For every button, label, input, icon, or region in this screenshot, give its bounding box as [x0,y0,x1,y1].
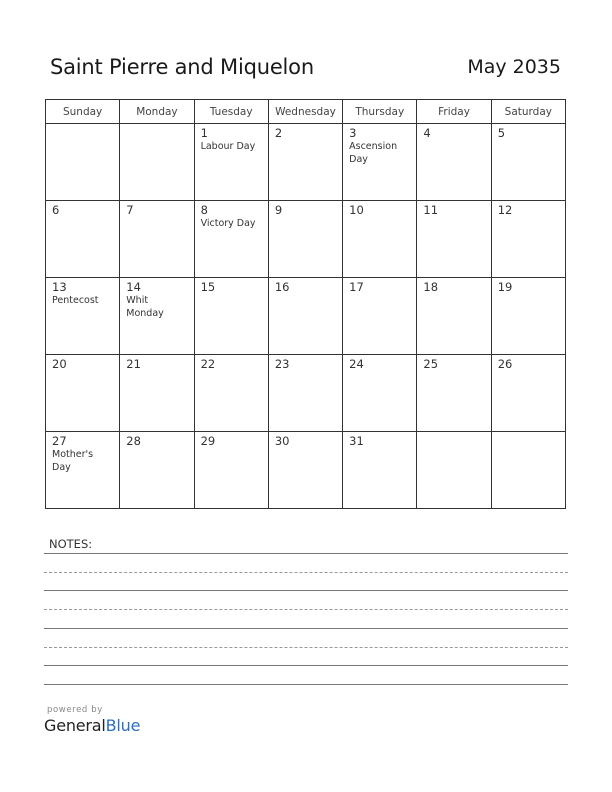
calendar-grid [45,99,566,509]
day-number: 25 [423,357,439,371]
day-number: 8 [200,203,208,217]
day-cell [194,201,268,278]
day-cell [491,124,565,201]
day-number: 16 [274,280,290,294]
calendar-month: May 2035 [467,56,561,78]
notes-line [44,665,568,666]
day-number: 24 [349,357,364,371]
notes-line [44,628,568,629]
powered-by-text: powered by [47,705,103,715]
day-cell [120,355,194,432]
day-number: 23 [274,357,290,371]
weekday-header: Sunday [46,100,120,124]
notes-line [44,609,568,610]
day-cell [268,201,342,278]
week-row [46,201,566,278]
holiday-label: Victory Day [200,218,256,229]
weekday-header: Monday [120,100,194,124]
notes-line [44,553,568,554]
day-number: 14 [126,280,141,294]
day-number: 26 [497,357,513,371]
weekday-header: Friday [417,100,491,124]
day-cell [417,432,491,509]
day-number: 18 [423,280,439,294]
day-number: 13 [52,280,67,294]
notes-line [44,572,568,573]
day-number: 28 [126,434,141,448]
notes-line [44,590,568,591]
notes-line [44,647,568,648]
day-number: 11 [423,203,439,217]
day-number: 4 [423,126,431,140]
day-cell [417,201,491,278]
day-cell [343,124,417,201]
weekday-header-row [46,100,566,124]
day-number: 29 [200,434,216,448]
holiday-label: Mother's Day [52,449,94,473]
notes-label: NOTES: [49,537,93,551]
day-number: 21 [126,357,141,371]
holiday-label: Whit Monday [126,295,164,319]
day-number: 7 [126,203,134,217]
day-number: 2 [274,126,283,140]
day-number: 5 [497,126,506,140]
weekday-header: Tuesday [194,100,268,124]
day-cell [120,278,194,355]
day-cell [46,278,120,355]
day-number: 19 [497,280,513,294]
day-cell [46,432,120,509]
brand-logo[interactable] [44,716,140,735]
day-number: 30 [274,434,290,448]
weekday-header: Thursday [343,100,417,124]
day-cell [194,124,268,201]
week-row [46,124,566,201]
day-cell [491,432,565,509]
day-cell [268,278,342,355]
day-cell [120,124,194,201]
weekday-header: Wednesday [268,100,342,124]
holiday-label: Pentecost [52,295,99,306]
day-cell [120,432,194,509]
week-row [46,355,566,432]
brand-blue: Blue [105,716,141,735]
day-cell [343,432,417,509]
day-cell [491,355,565,432]
day-cell [417,278,491,355]
day-cell [343,201,417,278]
day-cell [46,355,120,432]
day-cell [268,432,342,509]
day-cell [120,201,194,278]
day-number: 12 [497,203,513,217]
day-cell [417,124,491,201]
day-number: 6 [52,203,60,217]
notes-line [44,684,568,685]
week-row [46,432,566,509]
day-number: 20 [52,357,67,371]
day-cell [194,278,268,355]
week-row [46,278,566,355]
day-cell [268,124,342,201]
day-number: 9 [274,203,283,217]
day-cell [491,278,565,355]
day-cell [194,432,268,509]
day-cell [46,124,120,201]
day-cell [491,201,565,278]
brand-general: General [44,716,106,735]
holiday-label: Ascension Day [349,141,398,165]
weekday-header: Saturday [491,100,565,124]
day-number: 27 [52,434,67,448]
day-number: 17 [349,280,364,294]
day-number: 15 [200,280,216,294]
day-number: 10 [349,203,364,217]
holiday-label: Labour Day [200,141,256,152]
day-number: 3 [349,126,357,140]
day-cell [268,355,342,432]
day-cell [417,355,491,432]
day-cell [343,355,417,432]
day-number: 1 [200,126,208,140]
day-number: 22 [200,357,216,371]
day-cell [46,201,120,278]
day-cell [343,278,417,355]
day-cell [194,355,268,432]
calendar-title: Saint Pierre and Miquelon [50,55,314,79]
day-number: 31 [349,434,364,448]
